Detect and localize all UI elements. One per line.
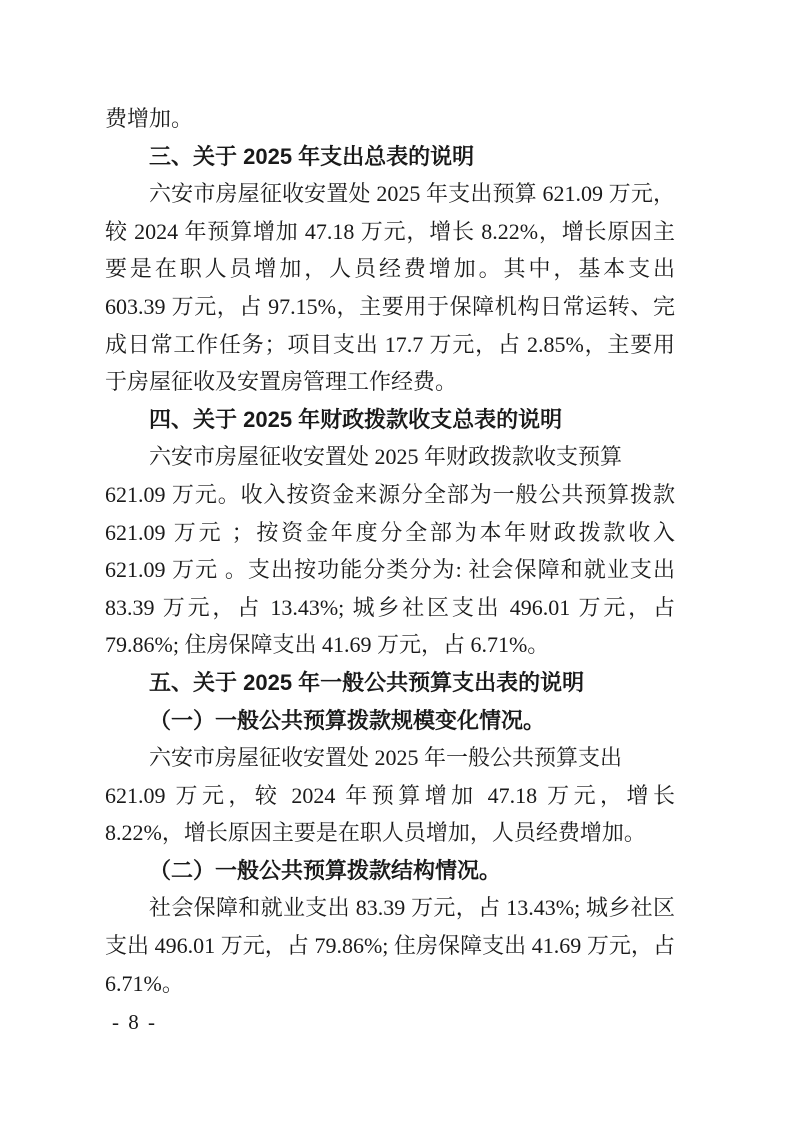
paragraph-budget-scale-detail: 621.09 万元，较 2024 年预算增加 47.18 万元，增长 8.22%，增长原因主要是在职人员增加，人员经费增加。: [105, 782, 675, 846]
paragraph-fiscal-intro-line: 六安市房屋征收安置处 2025 年财政拨款收支预算: [149, 444, 623, 470]
section-heading-4: 四、关于 2025 年财政拨款收支总表的说明: [149, 406, 563, 432]
subsection-heading-1: （一）一般公共预算拨款规模变化情况。: [149, 707, 546, 733]
paragraph-budget-structure: 社会保障和就业支出 83.39 万元，占 13.43%; 城乡社区支出 496.01 万元，占 79.86%; 住房保障支出 41.69 万元，占 6.71%。: [105, 895, 675, 996]
paragraph-budget-scale-intro-line: 六安市房屋征收安置处 2025 年一般公共预算支出: [149, 745, 623, 771]
paragraph-continuation: 费增加。: [105, 106, 194, 131]
paragraph-expenditure-summary: 六安市房屋征收安置处 2025 年支出预算 621.09 万元，较 2024 年预算增加 47.18 万元，增长 8.22%，增长原因主要是在职人员增加，人员经费增加。其中，基本支出 603.39 万元，占 97.15%，主要用于保障机构日常运转、完成日常工作任务；项目支出 17.7 万元，占 2.85%，主要用于房屋征收及安置房管理工作经费。: [105, 181, 675, 395]
document-body: [105, 100, 675, 1002]
page-number: - 8 -: [112, 1010, 157, 1034]
section-heading-3: 三、关于 2025 年支出总表的说明: [149, 143, 475, 169]
section-heading-5: 五、关于 2025 年一般公共预算支出表的说明: [149, 669, 585, 695]
subsection-heading-2: （二）一般公共预算拨款结构情况。: [149, 857, 502, 883]
paragraph-fiscal-detail: 621.09 万元。收入按资金来源分全部为一般公共预算拨款 621.09 万元 ；按资金年度分全部为本年财政拨款收入 621.09 万元 。支出按功能分类分为: 社会保障和就业支出 83.39 万元，占 13.43%; 城乡社区支出 496.01 万元，占 79.86%; 住房保障支出 41.69 万元，占 6.71%。: [105, 481, 675, 658]
